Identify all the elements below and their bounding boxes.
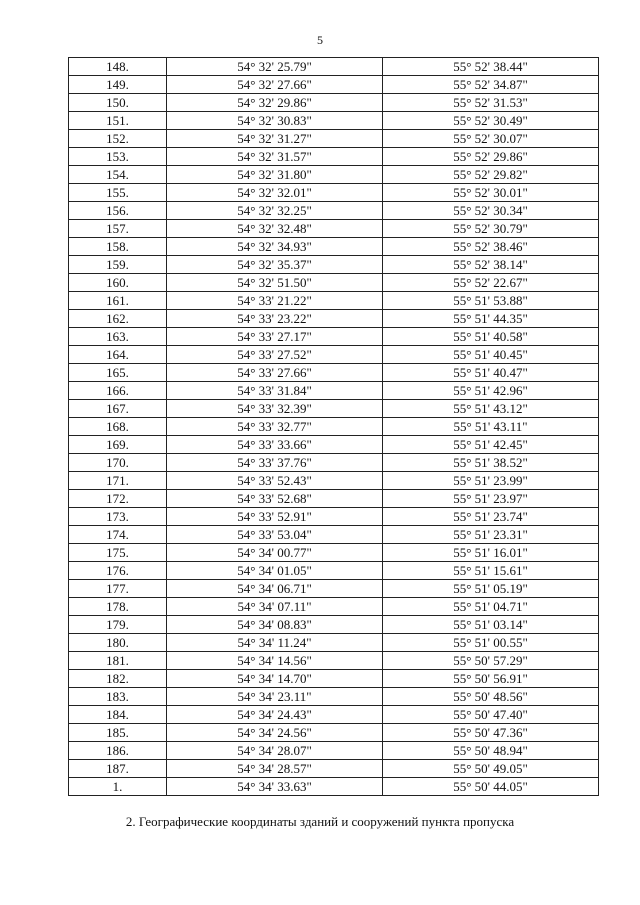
point-number-cell: 174. [69, 526, 167, 544]
table-row [69, 526, 599, 544]
point-number-cell: 186. [69, 742, 167, 760]
table-row [69, 634, 599, 652]
table-row [69, 112, 599, 130]
table-row [69, 256, 599, 274]
table-row [69, 724, 599, 742]
table-row [69, 202, 599, 220]
point-number-cell: 160. [69, 274, 167, 292]
longitude-cell: 55° 51' 40.58" [383, 328, 599, 346]
table-row [69, 166, 599, 184]
point-number-cell: 180. [69, 634, 167, 652]
longitude-cell: 55° 51' 03.14" [383, 616, 599, 634]
point-number-cell: 184. [69, 706, 167, 724]
section-heading: 2. Географические координаты зданий и сооружений пункта пропуска [125, 814, 515, 829]
longitude-cell: 55° 52' 38.14" [383, 256, 599, 274]
table-row [69, 274, 599, 292]
table-row [69, 436, 599, 454]
longitude-cell: 55° 50' 47.40" [383, 706, 599, 724]
longitude-cell: 55° 51' 23.31" [383, 526, 599, 544]
longitude-cell: 55° 52' 30.01" [383, 184, 599, 202]
longitude-cell: 55° 51' 42.45" [383, 436, 599, 454]
table-row [69, 778, 599, 796]
table-row [69, 598, 599, 616]
point-number-cell: 187. [69, 760, 167, 778]
table-row [69, 616, 599, 634]
point-number-cell: 150. [69, 94, 167, 112]
point-number-cell: 159. [69, 256, 167, 274]
point-number-cell: 149. [69, 76, 167, 94]
point-number-cell: 181. [69, 652, 167, 670]
longitude-cell: 55° 50' 49.05" [383, 760, 599, 778]
point-number-cell: 168. [69, 418, 167, 436]
point-number-cell: 173. [69, 508, 167, 526]
latitude-cell: 54° 32' 32.01" [167, 184, 383, 202]
table-row [69, 346, 599, 364]
point-number-cell: 175. [69, 544, 167, 562]
longitude-cell: 55° 52' 31.53" [383, 94, 599, 112]
point-number-cell: 169. [69, 436, 167, 454]
latitude-cell: 54° 33' 52.43" [167, 472, 383, 490]
latitude-cell: 54° 32' 25.79" [167, 58, 383, 76]
longitude-cell: 55° 52' 30.49" [383, 112, 599, 130]
table-row [69, 742, 599, 760]
longitude-cell: 55° 51' 40.47" [383, 364, 599, 382]
point-number-cell: 161. [69, 292, 167, 310]
latitude-cell: 54° 34' 33.63" [167, 778, 383, 796]
latitude-cell: 54° 34' 14.56" [167, 652, 383, 670]
longitude-cell: 55° 52' 38.44" [383, 58, 599, 76]
latitude-cell: 54° 34' 08.83" [167, 616, 383, 634]
point-number-cell: 162. [69, 310, 167, 328]
table-row [69, 292, 599, 310]
longitude-cell: 55° 51' 38.52" [383, 454, 599, 472]
table-row [69, 310, 599, 328]
latitude-cell: 54° 33' 52.68" [167, 490, 383, 508]
latitude-cell: 54° 33' 27.66" [167, 364, 383, 382]
latitude-cell: 54° 33' 32.77" [167, 418, 383, 436]
latitude-cell: 54° 33' 27.17" [167, 328, 383, 346]
latitude-cell: 54° 33' 23.22" [167, 310, 383, 328]
table-row [69, 454, 599, 472]
point-number-cell: 185. [69, 724, 167, 742]
latitude-cell: 54° 32' 29.86" [167, 94, 383, 112]
table-row [69, 238, 599, 256]
table-row [69, 382, 599, 400]
longitude-cell: 55° 52' 22.67" [383, 274, 599, 292]
table-row [69, 652, 599, 670]
latitude-cell: 54° 34' 07.11" [167, 598, 383, 616]
table-row [69, 490, 599, 508]
longitude-cell: 55° 51' 15.61" [383, 562, 599, 580]
longitude-cell: 55° 50' 48.94" [383, 742, 599, 760]
table-row [69, 544, 599, 562]
latitude-cell: 54° 34' 11.24" [167, 634, 383, 652]
longitude-cell: 55° 50' 56.91" [383, 670, 599, 688]
longitude-cell: 55° 52' 29.82" [383, 166, 599, 184]
coordinates-table-body [69, 58, 599, 796]
latitude-cell: 54° 34' 28.07" [167, 742, 383, 760]
table-row [69, 130, 599, 148]
longitude-cell: 55° 51' 23.97" [383, 490, 599, 508]
point-number-cell: 165. [69, 364, 167, 382]
longitude-cell: 55° 51' 05.19" [383, 580, 599, 598]
point-number-cell: 176. [69, 562, 167, 580]
latitude-cell: 54° 34' 06.71" [167, 580, 383, 598]
latitude-cell: 54° 32' 34.93" [167, 238, 383, 256]
latitude-cell: 54° 32' 30.83" [167, 112, 383, 130]
latitude-cell: 54° 33' 21.22" [167, 292, 383, 310]
longitude-cell: 55° 51' 43.11" [383, 418, 599, 436]
table-row [69, 94, 599, 112]
point-number-cell: 154. [69, 166, 167, 184]
longitude-cell: 55° 51' 44.35" [383, 310, 599, 328]
coordinates-table [68, 57, 599, 796]
latitude-cell: 54° 33' 33.66" [167, 436, 383, 454]
point-number-cell: 170. [69, 454, 167, 472]
latitude-cell: 54° 34' 23.11" [167, 688, 383, 706]
point-number-cell: 151. [69, 112, 167, 130]
table-row [69, 418, 599, 436]
point-number-cell: 166. [69, 382, 167, 400]
point-number-cell: 158. [69, 238, 167, 256]
longitude-cell: 55° 52' 29.86" [383, 148, 599, 166]
latitude-cell: 54° 34' 24.43" [167, 706, 383, 724]
point-number-cell: 157. [69, 220, 167, 238]
latitude-cell: 54° 32' 32.48" [167, 220, 383, 238]
table-row [69, 760, 599, 778]
longitude-cell: 55° 52' 30.07" [383, 130, 599, 148]
longitude-cell: 55° 52' 38.46" [383, 238, 599, 256]
point-number-cell: 178. [69, 598, 167, 616]
table-row [69, 148, 599, 166]
latitude-cell: 54° 34' 00.77" [167, 544, 383, 562]
longitude-cell: 55° 50' 44.05" [383, 778, 599, 796]
latitude-cell: 54° 32' 31.27" [167, 130, 383, 148]
latitude-cell: 54° 33' 32.39" [167, 400, 383, 418]
latitude-cell: 54° 34' 01.05" [167, 562, 383, 580]
latitude-cell: 54° 33' 27.52" [167, 346, 383, 364]
page-number: 5 [317, 33, 323, 47]
longitude-cell: 55° 52' 30.34" [383, 202, 599, 220]
latitude-cell: 54° 33' 37.76" [167, 454, 383, 472]
longitude-cell: 55° 51' 42.96" [383, 382, 599, 400]
longitude-cell: 55° 52' 34.87" [383, 76, 599, 94]
latitude-cell: 54° 33' 53.04" [167, 526, 383, 544]
latitude-cell: 54° 33' 52.91" [167, 508, 383, 526]
point-number-cell: 164. [69, 346, 167, 364]
point-number-cell: 156. [69, 202, 167, 220]
table-row [69, 562, 599, 580]
point-number-cell: 148. [69, 58, 167, 76]
longitude-cell: 55° 51' 23.74" [383, 508, 599, 526]
point-number-cell: 152. [69, 130, 167, 148]
longitude-cell: 55° 50' 48.56" [383, 688, 599, 706]
longitude-cell: 55° 51' 04.71" [383, 598, 599, 616]
point-number-cell: 172. [69, 490, 167, 508]
latitude-cell: 54° 32' 51.50" [167, 274, 383, 292]
point-number-cell: 182. [69, 670, 167, 688]
latitude-cell: 54° 32' 35.37" [167, 256, 383, 274]
table-row [69, 220, 599, 238]
longitude-cell: 55° 51' 53.88" [383, 292, 599, 310]
longitude-cell: 55° 50' 47.36" [383, 724, 599, 742]
table-row [69, 364, 599, 382]
latitude-cell: 54° 32' 31.80" [167, 166, 383, 184]
table-row [69, 706, 599, 724]
longitude-cell: 55° 50' 57.29" [383, 652, 599, 670]
longitude-cell: 55° 51' 16.01" [383, 544, 599, 562]
latitude-cell: 54° 33' 31.84" [167, 382, 383, 400]
point-number-cell: 167. [69, 400, 167, 418]
point-number-cell: 177. [69, 580, 167, 598]
point-number-cell: 153. [69, 148, 167, 166]
point-number-cell: 1. [69, 778, 167, 796]
table-row [69, 400, 599, 418]
point-number-cell: 171. [69, 472, 167, 490]
point-number-cell: 183. [69, 688, 167, 706]
latitude-cell: 54° 34' 28.57" [167, 760, 383, 778]
longitude-cell: 55° 51' 23.99" [383, 472, 599, 490]
table-row [69, 508, 599, 526]
latitude-cell: 54° 34' 24.56" [167, 724, 383, 742]
point-number-cell: 155. [69, 184, 167, 202]
table-row [69, 58, 599, 76]
point-number-cell: 163. [69, 328, 167, 346]
longitude-cell: 55° 52' 30.79" [383, 220, 599, 238]
table-row [69, 472, 599, 490]
table-row [69, 688, 599, 706]
table-row [69, 580, 599, 598]
point-number-cell: 179. [69, 616, 167, 634]
table-row [69, 328, 599, 346]
latitude-cell: 54° 34' 14.70" [167, 670, 383, 688]
longitude-cell: 55° 51' 40.45" [383, 346, 599, 364]
longitude-cell: 55° 51' 00.55" [383, 634, 599, 652]
table-row [69, 184, 599, 202]
table-row [69, 670, 599, 688]
longitude-cell: 55° 51' 43.12" [383, 400, 599, 418]
latitude-cell: 54° 32' 31.57" [167, 148, 383, 166]
latitude-cell: 54° 32' 27.66" [167, 76, 383, 94]
latitude-cell: 54° 32' 32.25" [167, 202, 383, 220]
table-row [69, 76, 599, 94]
